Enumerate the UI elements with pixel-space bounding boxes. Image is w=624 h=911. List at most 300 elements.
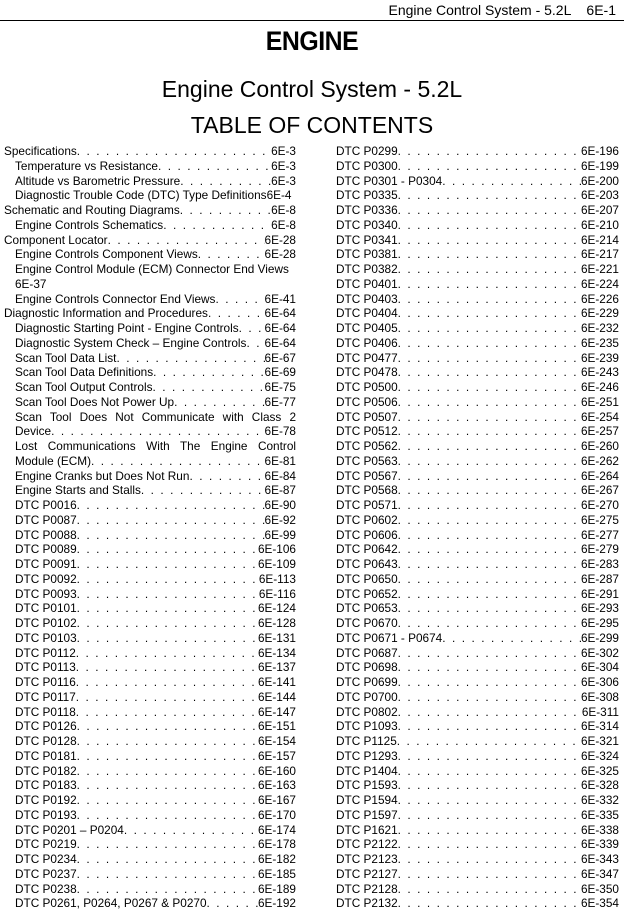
toc-entry[interactable] (4, 218, 296, 233)
toc-entry-label: DTC P1593 (336, 778, 398, 793)
toc-entry-label: DTC P0219 (15, 837, 77, 852)
dot-leader (398, 852, 581, 867)
toc-entry-label: DTC P0091 (15, 557, 77, 571)
toc-left-column (4, 144, 296, 911)
toc-entry-page: 6E-131 (257, 630, 296, 645)
toc-entry-label: DTC P0563 (336, 453, 398, 468)
toc-entry[interactable] (4, 380, 296, 395)
toc-entry-label: DTC P0507 (336, 409, 398, 424)
toc-entry[interactable] (336, 498, 619, 513)
toc-entry[interactable] (336, 542, 619, 557)
toc-entry-page: 6E-279 (580, 542, 619, 557)
dot-leader (398, 144, 581, 159)
toc-entry-label: DTC P2128 (336, 881, 398, 896)
header-divider (0, 20, 624, 21)
toc-entry-label: Scan Tool Data Definitions (15, 365, 154, 380)
toc-entry[interactable] (336, 734, 619, 749)
dot-leader (174, 395, 264, 410)
toc-entry-page: 6E-99 (264, 527, 296, 542)
toc-entry[interactable] (4, 734, 296, 749)
toc-entry-label: DTC P0403 (336, 291, 398, 306)
toc-entry-page: 6E-232 (580, 321, 619, 335)
toc-entry-page: 6E-235 (580, 335, 619, 350)
toc-entry-label: DTC P2132 (336, 896, 398, 911)
section-title: ENGINE (265, 26, 359, 56)
toc-entry[interactable] (4, 188, 296, 203)
toc-entry-page: 6E-304 (580, 660, 619, 675)
toc-entry[interactable] (336, 719, 619, 734)
dot-leader (398, 321, 581, 336)
toc-entry-page: 6E-28 (264, 232, 296, 247)
toc-entry-page: 6E-332 (580, 793, 619, 807)
toc-entry-page: 6E-157 (257, 748, 296, 763)
dot-leader (77, 749, 258, 764)
toc-entry[interactable] (4, 454, 296, 469)
toc-entry-label: DTC P0512 (336, 424, 398, 439)
dot-leader (153, 365, 264, 380)
toc-entry-page: 6E-28 (264, 247, 296, 262)
toc-entry[interactable] (4, 646, 296, 661)
dot-leader (77, 793, 258, 808)
toc-entry[interactable] (336, 247, 619, 262)
toc-entry-label: DTC P0642 (336, 542, 398, 557)
toc-entry-label: DTC P1093 (336, 719, 398, 734)
dot-leader (398, 247, 581, 262)
toc-entry-label: Scan Tool Output Controls (15, 380, 153, 394)
dot-leader (398, 336, 581, 351)
dot-leader (77, 144, 271, 159)
dot-leader (398, 690, 581, 705)
dot-leader (398, 424, 581, 439)
toc-entry-label: DTC P0101 (15, 601, 77, 616)
toc-entry[interactable] (336, 144, 619, 159)
toc-entry[interactable] (336, 306, 619, 321)
toc-entry-label: DTC P0571 (336, 498, 398, 512)
dot-leader (77, 587, 259, 602)
toc-entry[interactable] (336, 351, 619, 366)
dot-leader (398, 660, 581, 675)
dot-leader (77, 601, 258, 616)
toc-entry[interactable] (336, 749, 619, 764)
toc-entry[interactable] (4, 321, 296, 336)
dot-leader (158, 159, 271, 174)
dot-leader (398, 513, 581, 528)
toc-entry-label: DTC P0650 (336, 571, 398, 586)
dot-leader (239, 321, 265, 336)
page-title: Engine Control System - 5.2L (161, 76, 463, 102)
dot-leader (398, 528, 581, 543)
dot-leader (397, 734, 581, 749)
toc-entry[interactable] (4, 159, 296, 174)
toc-entry-label: DTC P0671 - P0674 (336, 630, 443, 645)
toc-entry[interactable] (4, 631, 296, 646)
toc-entry[interactable] (4, 528, 296, 543)
toc-entry[interactable] (4, 852, 296, 867)
toc-entry-label: DTC P1404 (336, 763, 398, 778)
toc-entry-label: DTC P0238 (15, 881, 77, 896)
toc-entry-label: Engine Controls Schematics (15, 217, 164, 232)
dot-leader (398, 454, 581, 469)
toc-entry[interactable] (4, 469, 296, 484)
toc-entry[interactable] (4, 675, 296, 690)
toc-entry[interactable] (336, 365, 619, 380)
toc-entry-label: DTC P0406 (336, 335, 398, 350)
toc-entry-label: Scan Tool Does Not Power Up (15, 394, 175, 409)
toc-entry[interactable] (4, 808, 296, 823)
toc-entry-label: DTC P0087 (15, 512, 77, 527)
toc-entry-page: 6E-178 (257, 837, 296, 852)
toc-entry[interactable] (336, 587, 619, 602)
toc-entry-label: Lost Communications With The Engine Control (15, 439, 296, 453)
toc-entry-page: 6E-92 (264, 512, 296, 527)
toc-entry-label: DTC P0301 - P0304 (336, 173, 443, 188)
toc-entry-label: DTC P0092 (15, 571, 77, 586)
toc-entry[interactable] (336, 174, 619, 189)
toc-entry[interactable] (4, 542, 296, 557)
toc-entry[interactable] (336, 882, 619, 897)
dot-leader (398, 410, 581, 425)
toc-entry-label: DTC P0128 (15, 734, 77, 748)
toc-entry[interactable] (336, 557, 619, 572)
toc-entry-label: DTC P0113 (15, 660, 76, 675)
toc-entry-page: 6E-151 (257, 719, 296, 734)
toc-entry-page: 6E-229 (580, 306, 619, 321)
toc-entry-label: DTC P1594 (336, 793, 398, 807)
toc-entry-page: 6E-283 (580, 557, 619, 571)
toc-entry-page: 6E-267 (580, 483, 619, 498)
toc-entry-label: DTC P2122 (336, 837, 398, 852)
toc-entry-page: 6E-3 (271, 173, 296, 188)
dot-leader (189, 469, 264, 484)
toc-entry-page: 6E-306 (580, 675, 619, 689)
dot-leader (77, 557, 258, 572)
toc-entry-page: 6E-116 (258, 586, 296, 601)
toc-entry-label: Engine Cranks but Does Not Run (15, 468, 190, 483)
toc-entry-page: 6E-137 (257, 660, 296, 675)
dot-leader (208, 306, 265, 321)
toc-entry-label: DTC P0500 (336, 380, 398, 394)
toc-entry-page: 6E-3 (271, 158, 296, 173)
toc-entry[interactable] (4, 292, 296, 307)
toc-entry[interactable] (336, 292, 619, 307)
dot-leader (77, 631, 258, 646)
dot-leader (398, 882, 581, 897)
toc-entry[interactable] (4, 144, 296, 159)
toc-entry[interactable] (4, 660, 296, 675)
toc-entry-page: 6E-141 (257, 675, 296, 689)
toc-entry-label: DTC P0568 (336, 483, 398, 498)
toc-entry-label: DTC P0016 (15, 498, 77, 512)
toc-entry-label: DTC P0183 (15, 778, 77, 793)
toc-heading: TABLE OF CONTENTS (190, 112, 434, 138)
toc-entry[interactable] (4, 749, 296, 764)
toc-entry-label: Scan Tool Data List (15, 350, 117, 365)
toc-entry[interactable] (4, 203, 296, 218)
toc-entry[interactable] (336, 778, 619, 793)
toc-entry-label: Device (15, 424, 52, 439)
toc-entry[interactable] (336, 764, 619, 779)
dot-leader (246, 336, 264, 351)
toc-entry-label: Module (ECM) (15, 453, 92, 468)
toc-entry[interactable] (4, 572, 296, 587)
toc-entry-label: Diagnostic Information and Procedures (4, 306, 208, 321)
dot-leader (108, 233, 265, 248)
toc-entry-page: 6E-203 (580, 188, 619, 203)
dot-leader (398, 793, 581, 808)
toc-entry-page: 6E-260 (580, 439, 619, 453)
toc-right-column (336, 144, 619, 911)
toc-entry[interactable] (336, 572, 619, 587)
toc-entry[interactable] (4, 410, 296, 425)
toc-entry-label: DTC P1125 (336, 734, 397, 748)
toc-entry-page: 6E-217 (580, 247, 619, 262)
toc-entry-label: Engine Controls Component Views (15, 247, 198, 262)
toc-entry[interactable] (4, 793, 296, 808)
toc-entry[interactable] (336, 439, 619, 454)
dot-leader (398, 542, 581, 557)
toc-entry[interactable] (336, 410, 619, 425)
toc-entry-page: 6E-8 (271, 203, 296, 217)
toc-entry[interactable] (4, 233, 296, 248)
toc-entry-label: DTC P0340 (336, 217, 398, 232)
toc-entry[interactable] (336, 601, 619, 616)
dot-leader (51, 424, 264, 439)
toc-entry[interactable] (336, 483, 619, 498)
dot-leader (398, 719, 581, 734)
toc-entry-page: 6E-339 (580, 837, 619, 852)
toc-entry[interactable] (4, 439, 296, 454)
toc-entry-page: 6E-154 (257, 734, 296, 748)
toc-entry-page: 6E-75 (264, 380, 296, 394)
dot-leader (398, 395, 581, 410)
toc-entry[interactable] (4, 587, 296, 602)
toc-entry[interactable] (4, 690, 296, 705)
toc-entry-page: 6E-308 (580, 689, 619, 704)
dot-leader (398, 646, 581, 661)
running-header (0, 0, 624, 22)
toc-entry[interactable] (4, 365, 296, 380)
toc-entry[interactable] (4, 867, 296, 882)
toc-entry-label: DTC P0300 (336, 158, 398, 173)
toc-entry-label: Diagnostic Trouble Code (DTC) Type Definitions (15, 188, 267, 203)
toc-entry-page: 6E-246 (580, 380, 619, 394)
toc-entry-page: 6E-277 (580, 527, 619, 542)
toc-entry-page: 6E-90 (264, 498, 296, 512)
dot-leader (124, 823, 258, 838)
toc-entry[interactable] (336, 454, 619, 469)
toc-entry[interactable] (336, 218, 619, 233)
toc-entry[interactable] (4, 719, 296, 734)
toc-entry[interactable] (336, 528, 619, 543)
dot-leader (398, 616, 581, 631)
toc-entry[interactable] (336, 705, 619, 720)
dot-leader (76, 690, 258, 705)
toc-entry[interactable] (4, 247, 296, 262)
dot-leader (398, 675, 581, 690)
toc-entry[interactable] (4, 837, 296, 852)
dot-leader (398, 365, 581, 380)
toc-entry-page: 6E-200 (580, 173, 619, 188)
toc-entry[interactable] (336, 424, 619, 439)
toc-entry[interactable] (336, 203, 619, 218)
toc-entry[interactable] (336, 380, 619, 395)
toc-entry-page: 6E-275 (580, 512, 619, 527)
toc-entry-label: DTC P0182 (15, 763, 77, 778)
toc-entry[interactable] (336, 896, 619, 911)
toc-entry[interactable] (336, 277, 619, 292)
dot-leader (76, 675, 258, 690)
toc-entry-page: 6E-67 (264, 350, 296, 365)
toc-entry-label: DTC P0126 (15, 719, 77, 734)
toc-entry[interactable] (4, 306, 296, 321)
toc-entry-page: 6E-251 (580, 394, 619, 409)
toc-entry[interactable] (4, 896, 296, 911)
dot-leader (398, 233, 581, 248)
toc-entry[interactable] (4, 351, 296, 366)
toc-entry-page: 6E-77 (264, 394, 296, 409)
toc-entry-page: 6E-185 (257, 866, 296, 881)
toc-entry[interactable] (336, 646, 619, 661)
toc-entry[interactable] (336, 616, 619, 631)
dot-leader (77, 528, 265, 543)
toc-entry-page: 6E-4 (266, 188, 292, 203)
toc-entry-page: 6E-254 (580, 409, 619, 424)
toc-entry[interactable] (4, 262, 296, 277)
toc-entry[interactable] (336, 262, 619, 277)
toc-entry[interactable] (4, 705, 296, 720)
toc-entry[interactable] (4, 764, 296, 779)
dot-leader (398, 837, 581, 852)
toc-entry-label: DTC P0506 (336, 394, 398, 409)
toc-entry-label: DTC P0381 (336, 247, 398, 262)
toc-entry[interactable] (336, 513, 619, 528)
dot-leader (163, 218, 271, 233)
toc-entry[interactable] (336, 188, 619, 203)
toc-entry[interactable] (336, 233, 619, 248)
dot-leader (76, 660, 258, 675)
toc-entry-label: DTC P0670 (336, 616, 398, 630)
toc-entry-label: DTC P0401 (336, 276, 398, 291)
toc-entry[interactable] (336, 469, 619, 484)
toc-entry-label: DTC P0192 (15, 793, 77, 807)
toc-entry-page: 6E-69 (264, 365, 296, 380)
toc-entry[interactable] (336, 823, 619, 838)
dot-leader (77, 778, 258, 793)
dot-leader (77, 572, 259, 587)
toc-entry[interactable] (4, 395, 296, 410)
toc-entry[interactable] (4, 513, 296, 528)
toc-entry-page: 6E-41 (264, 291, 296, 306)
toc-entry-page: 6E-328 (580, 778, 619, 793)
dot-leader (77, 542, 258, 557)
dot-leader (91, 454, 264, 469)
toc-entry-page: 6E-64 (264, 321, 296, 335)
toc-entry-page: 6E-293 (580, 601, 619, 616)
toc-entry-page: 6E-109 (257, 557, 296, 571)
toc-entry-page: 6E-214 (580, 232, 619, 247)
toc-entry-label: Diagnostic Starting Point - Engine Controls (15, 321, 239, 335)
toc-entry[interactable] (4, 277, 296, 292)
toc-entry[interactable] (4, 616, 296, 631)
toc-entry[interactable] (336, 395, 619, 410)
toc-entry[interactable] (336, 808, 619, 823)
toc-entry-label: DTC P0117 (15, 689, 76, 704)
toc-entry-label: DTC P0088 (15, 527, 77, 542)
toc-entry-page: 6E-167 (257, 793, 296, 807)
dot-leader (153, 380, 265, 395)
dot-leader (398, 188, 581, 203)
dot-leader (442, 631, 581, 646)
dot-leader (76, 646, 258, 661)
toc-entry[interactable] (4, 174, 296, 189)
toc-entry-label: Altitude vs Barometric Pressure (15, 173, 181, 188)
dot-leader (398, 483, 581, 498)
toc-entry-page: 6E-207 (580, 203, 619, 217)
toc-entry[interactable] (336, 867, 619, 882)
toc-entry-page: 6E-343 (580, 852, 619, 866)
toc-entry-label: DTC P2123 (336, 852, 398, 866)
toc-entry[interactable] (336, 631, 619, 646)
toc-entry-page: 6E-134 (257, 645, 296, 660)
toc-entry[interactable] (336, 159, 619, 174)
dot-leader (215, 292, 264, 307)
toc-entry-label: DTC P0652 (336, 586, 398, 601)
toc-entry[interactable] (4, 823, 296, 838)
dot-leader (77, 808, 258, 823)
dot-leader (398, 601, 581, 616)
toc-entry[interactable] (4, 778, 296, 793)
toc-entry[interactable] (336, 793, 619, 808)
toc-entry-page: 6E-311 (581, 704, 619, 719)
toc-entry[interactable] (336, 675, 619, 690)
dot-leader (207, 896, 258, 911)
dot-leader (116, 351, 264, 366)
toc-entry-page: 6E-324 (580, 748, 619, 763)
toc-entry[interactable] (4, 882, 296, 897)
toc-entry-label: DTC P0562 (336, 439, 398, 453)
dot-leader (398, 469, 581, 484)
toc-entry-page: 6E-295 (580, 616, 619, 630)
toc-entry-label: DTC P0112 (15, 645, 76, 660)
toc-entry[interactable] (336, 660, 619, 675)
toc-entry[interactable] (4, 424, 296, 439)
toc-entry-page: 6E-81 (264, 453, 296, 468)
toc-entry-page: 6E-144 (257, 689, 296, 704)
toc-entry[interactable] (336, 336, 619, 351)
dot-leader (398, 306, 581, 321)
dot-leader (398, 498, 581, 513)
dot-leader (398, 764, 581, 779)
toc-entry[interactable] (336, 837, 619, 852)
toc-entry-page: 6E-189 (257, 881, 296, 896)
toc-entry-page: 6E-287 (580, 571, 619, 586)
toc-entry-label: DTC P1293 (336, 748, 398, 763)
toc-entry[interactable] (4, 483, 296, 498)
dot-leader (77, 616, 258, 631)
toc-entry-label: Diagnostic System Check – Engine Controls (15, 335, 247, 350)
toc-entry[interactable] (336, 690, 619, 705)
dot-leader (198, 247, 265, 262)
dot-leader (398, 380, 581, 395)
toc-entry[interactable] (336, 321, 619, 336)
toc-entry[interactable] (4, 498, 296, 513)
dot-leader (77, 734, 258, 749)
toc-entry[interactable] (4, 601, 296, 616)
toc-entry[interactable] (4, 336, 296, 351)
toc-entry[interactable] (336, 852, 619, 867)
toc-entry[interactable] (4, 557, 296, 572)
dot-leader (398, 749, 581, 764)
